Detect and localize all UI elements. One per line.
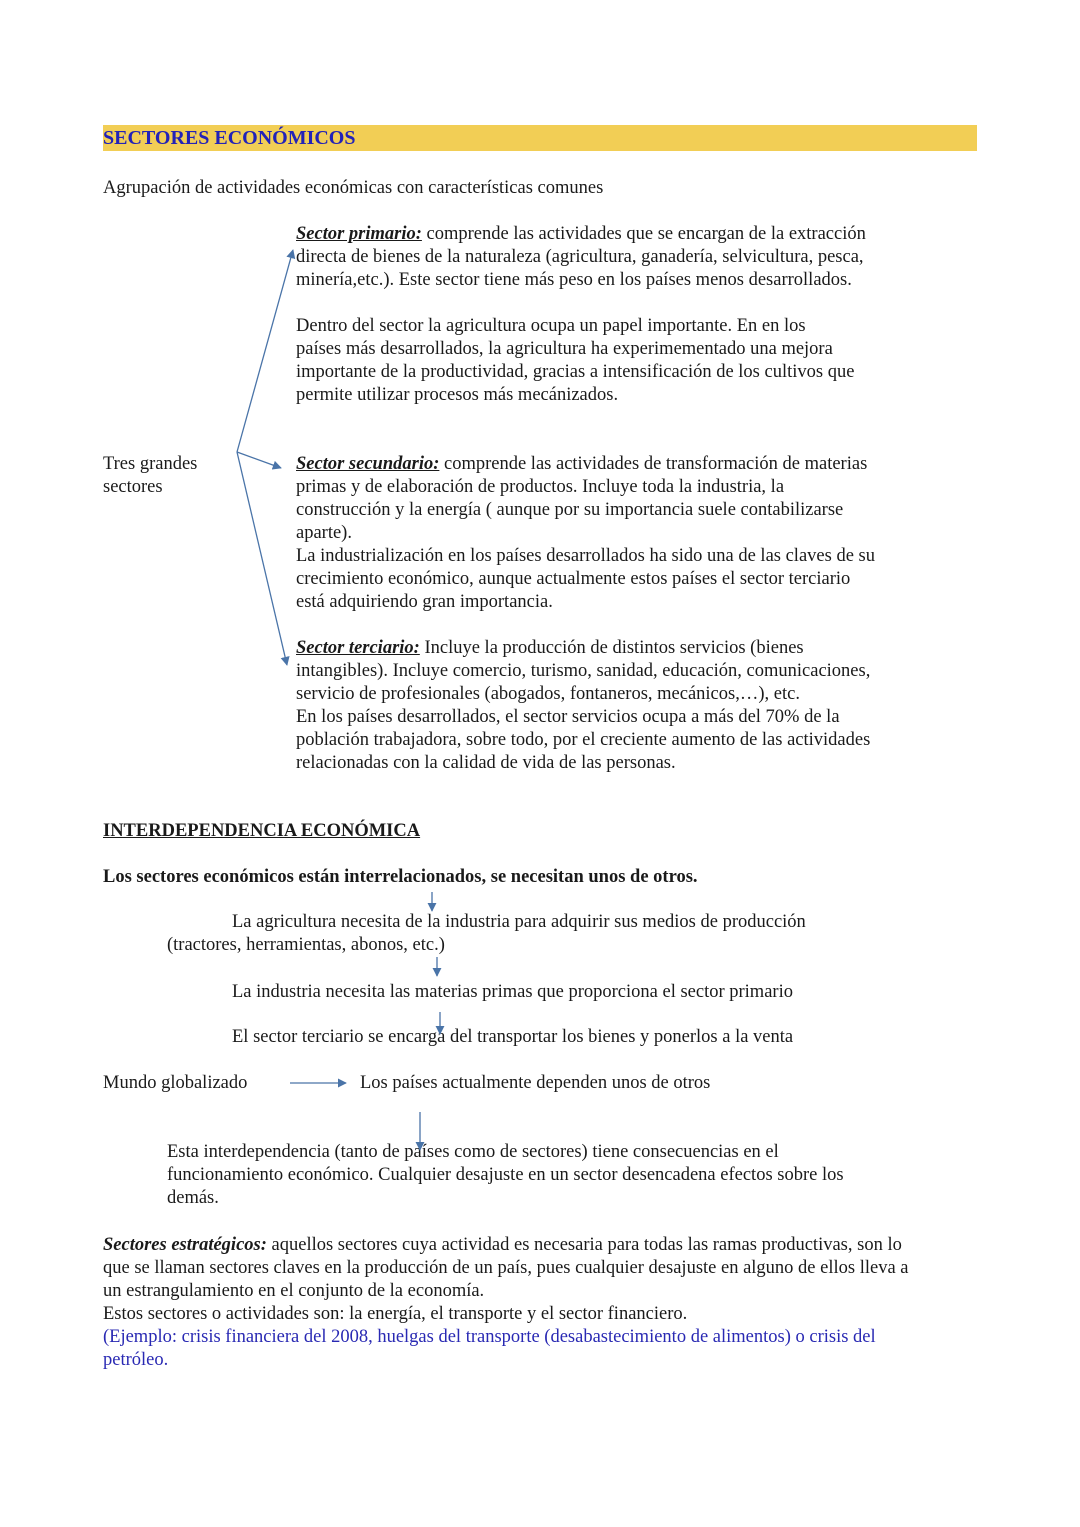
consequence-line: Esta interdependencia (tanto de países como de sectores) tiene consecuencias en el (167, 1142, 779, 1162)
primary-line: directa de bienes de la naturaleza (agricultura, ganadería, selvicultura, pesca, (296, 247, 864, 267)
tertiary-line: servicio de profesionales (abogados, fontaneros, mecánicos,…), etc. (296, 684, 800, 704)
primary-sector-label: Sector primario: (296, 224, 422, 244)
tertiary-line: En los países desarrollados, el sector servicios ocupa a más del 70% de la (296, 707, 840, 727)
primary-para-line: países más desarrollados, la agricultura ha experimementado una mejora (296, 339, 833, 359)
consequence-line: demás. (167, 1188, 219, 1208)
secondary-line: está adquiriendo gran importancia. (296, 592, 553, 612)
primary-para-line: importante de la productividad, gracias a intensificación de los cultivos que (296, 362, 855, 382)
left-label-line: Tres grandes (103, 454, 198, 474)
secondary-line: primas y de elaboración de productos. Incluye toda la industria, la (296, 477, 785, 497)
consequence-line: funcionamiento económico. Cualquier desajuste en un sector desencadena efectos sobre los (167, 1165, 844, 1185)
interdependence-heading: INTERDEPENDENCIA ECONÓMICA (103, 821, 421, 841)
interrelated-statement: Los sectores económicos están interrelacionados, se necesitan unos de otros. (103, 867, 698, 887)
tertiary-sector-label: Sector terciario: (296, 638, 420, 658)
example-line: (Ejemplo: crisis financiera del 2008, huelgas del transporte (desabastecimiento de alimentos) o crisis del (103, 1327, 876, 1347)
secondary-line: La industrialización en los países desarrollados ha sido una de las claves de su (296, 546, 875, 566)
primary-para-line: Dentro del sector la agricultura ocupa un papel importante. En en los (296, 316, 806, 336)
strategic-line: un estrangulamiento en el conjunto de la economía. (103, 1281, 485, 1301)
left-label-line: sectores (103, 477, 163, 497)
arrow-to-tertiary (237, 452, 287, 665)
secondary-sector-label: Sector secundario: (296, 454, 440, 474)
strategic-sectors-label: Sectores estratégicos: (103, 1235, 267, 1255)
intro-text: Agrupación de actividades económicas con características comunes (103, 178, 604, 198)
example-line: petróleo. (103, 1350, 169, 1370)
secondary-line: aparte). (296, 523, 352, 543)
primary-line: comprende las actividades que se encargan de la extracción (421, 224, 866, 244)
tertiary-line: intangibles). Incluye comercio, turismo, sanidad, educación, comunicaciones, (296, 661, 871, 681)
tertiary-line: relacionadas con la calidad de vida de las personas. (296, 753, 676, 773)
industry-line: La industria necesita las materias primas que proporciona el sector primario (232, 982, 793, 1002)
arrow-to-secondary (237, 452, 281, 468)
tertiary-line: población trabajadora, sobre todo, por el creciente aumento de las actividades (296, 730, 871, 750)
strategic-line: que se llaman sectores claves en la producción de un país, pues cualquier desajuste en alguno de ellos lleva a (103, 1258, 909, 1278)
arrow-to-primary (237, 250, 293, 452)
strategic-line: aquellos sectores cuya actividad es necesaria para todas las ramas productivas, son lo (266, 1235, 902, 1255)
globalized-text: Los países actualmente dependen unos de otros (360, 1073, 711, 1093)
agriculture-line-2: (tractores, herramientas, abonos, etc.) (167, 935, 445, 955)
page-title: SECTORES ECONÓMICOS (103, 127, 356, 149)
secondary-line: construcción y la energía ( aunque por su importancia suele contabilizarse (296, 500, 844, 520)
secondary-line: crecimiento económico, aunque actualmente estos países el sector terciario (296, 569, 851, 589)
primary-para-line: permite utilizar procesos más mecánizados. (296, 385, 619, 405)
secondary-line: comprende las actividades de transformación de materias (439, 454, 868, 474)
agriculture-line: La agricultura necesita de la industria para adquirir sus medios de producción (232, 912, 806, 932)
tertiary-line: El sector terciario se encarga del transportar los bienes y ponerlos a la venta (232, 1027, 794, 1047)
primary-line: minería,etc.). Este sector tiene más peso en los países menos desarrollados. (296, 270, 852, 290)
strategic-line: Estos sectores o actividades son: la energía, el transporte y el sector financiero. (103, 1304, 688, 1324)
tertiary-line: Incluye la producción de distintos servicios (bienes (419, 638, 804, 658)
globalized-label: Mundo globalizado (103, 1073, 248, 1093)
